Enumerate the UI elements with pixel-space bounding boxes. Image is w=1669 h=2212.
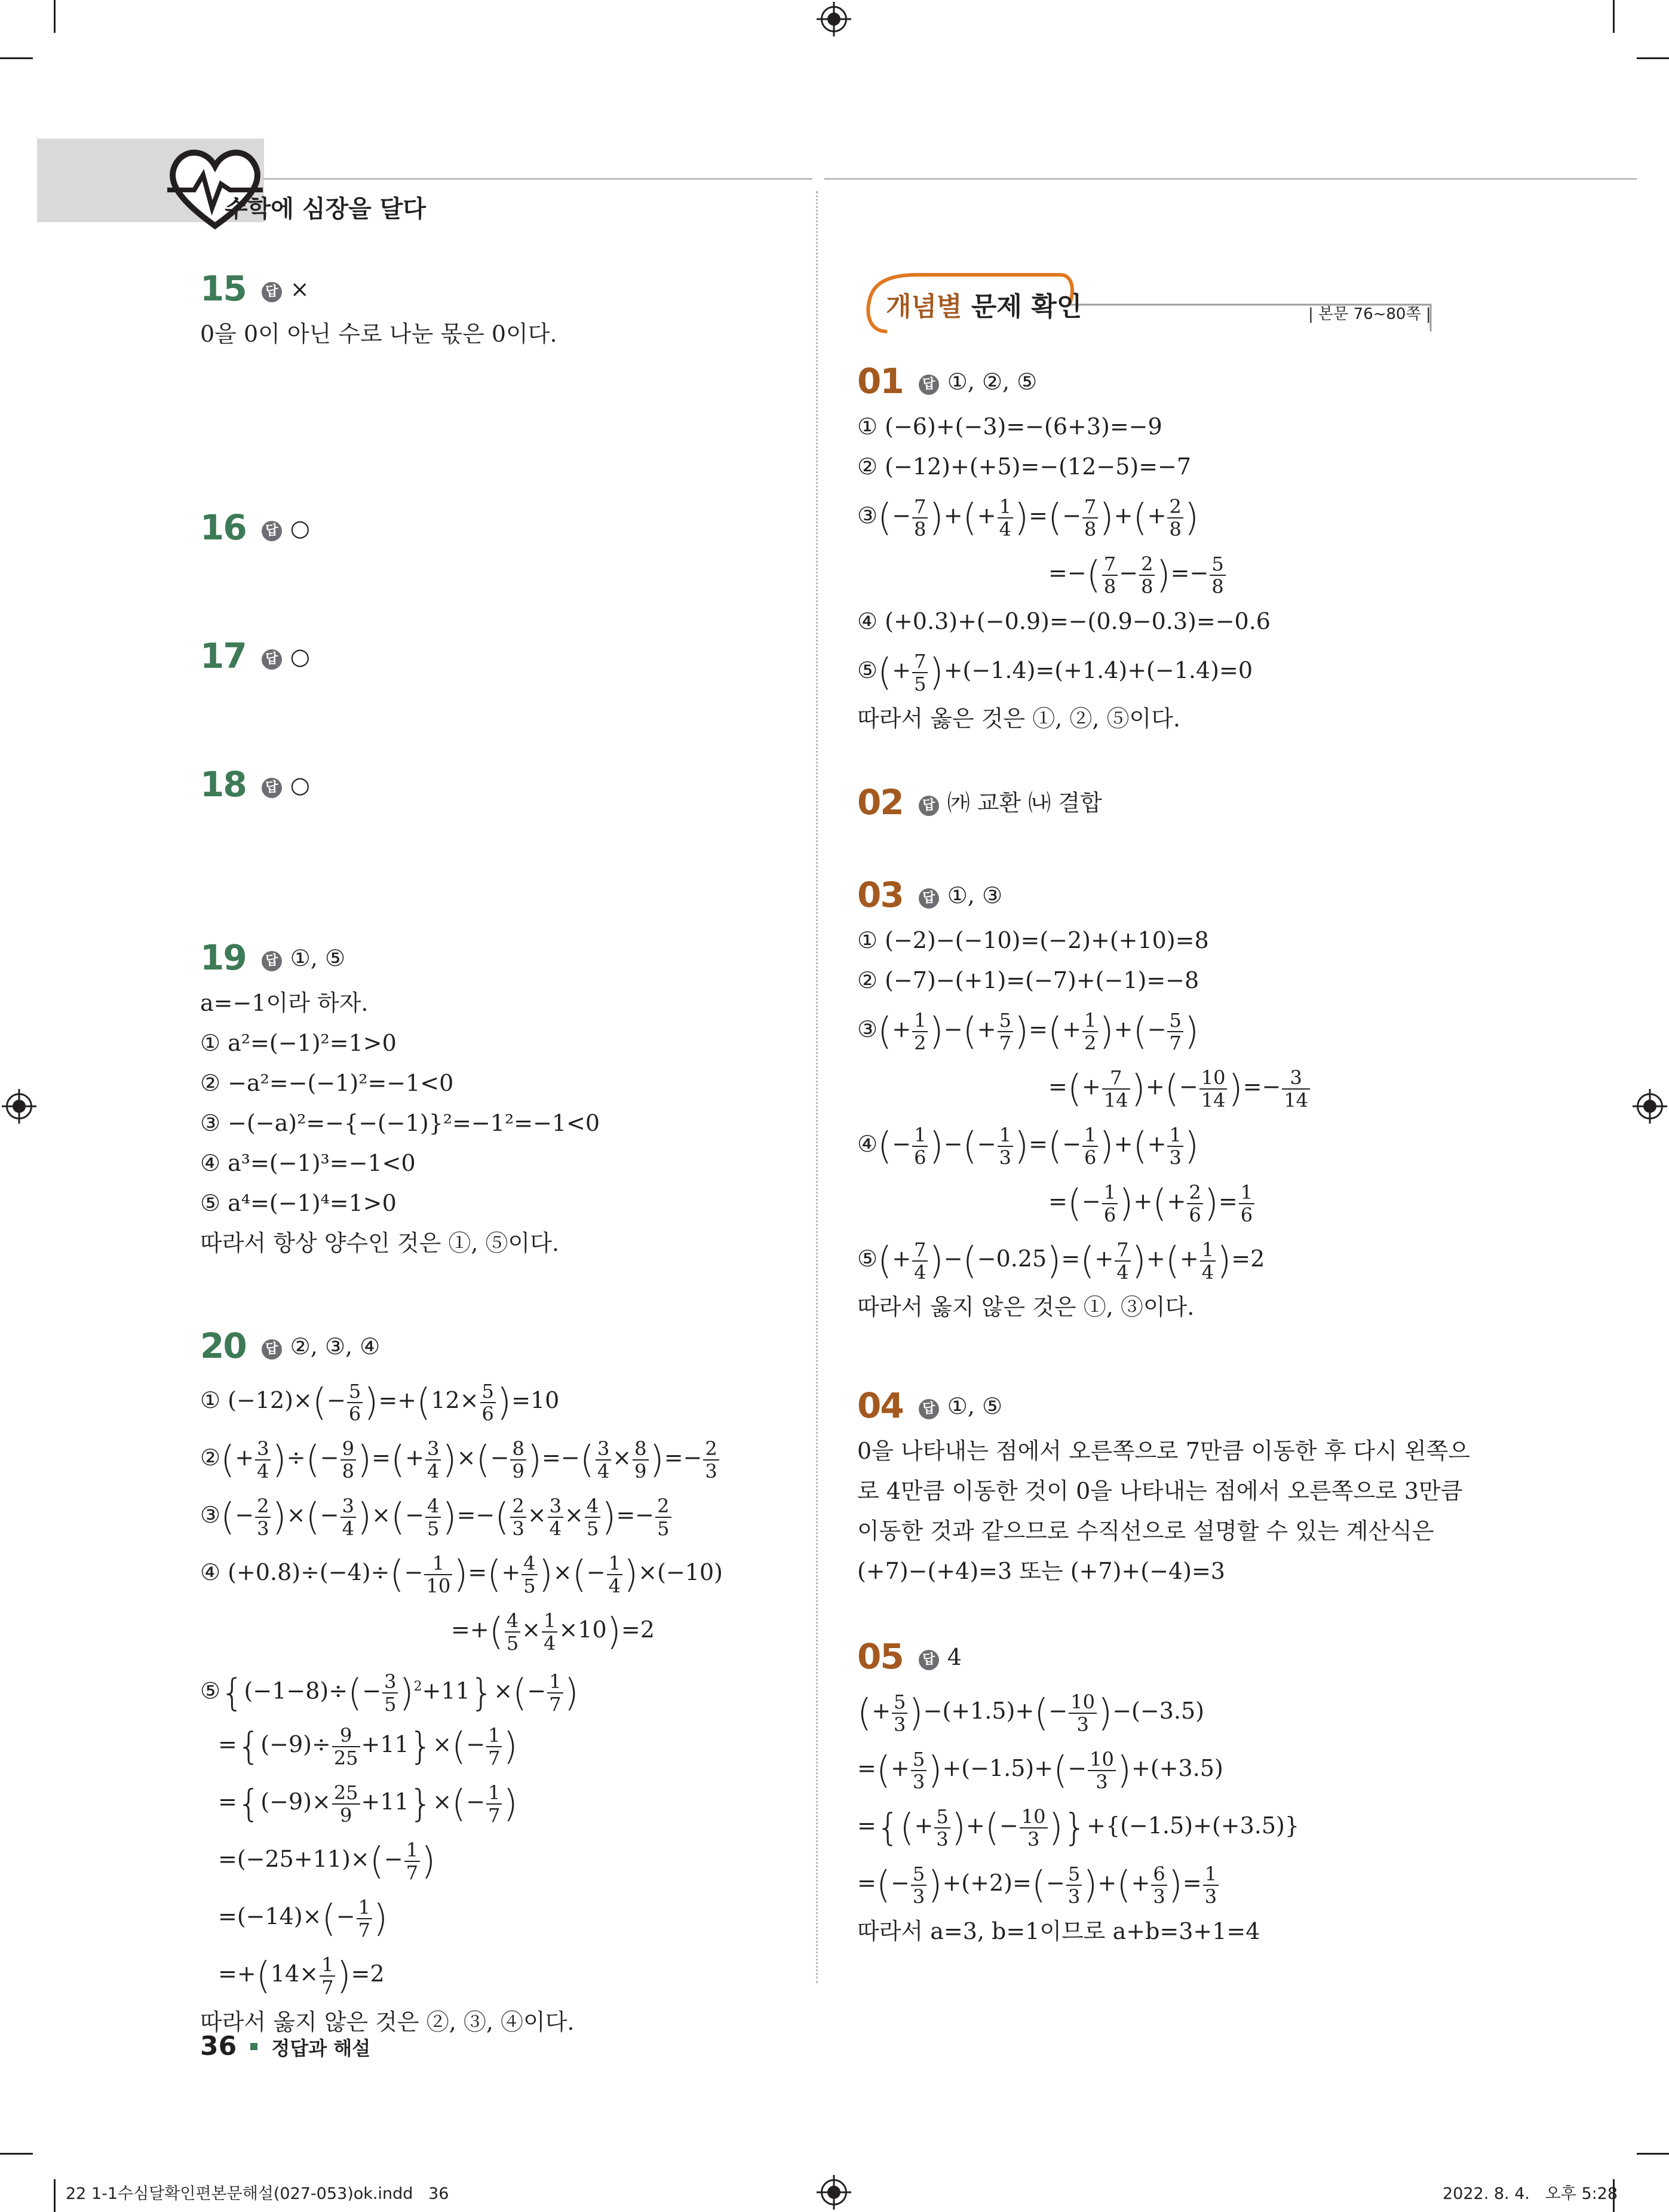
solution-line: 따라서 옳지 않은 것은 ②, ③, ④이다. (200, 2009, 575, 2035)
question-number: 03 (857, 875, 903, 915)
solution-line: ⑤(+ $\frac{7}{4}$ )−(−0.25)=(+ $\frac{7}{4}$ )+(+ $\frac{1}{4}$ )=2 (857, 1238, 1265, 1284)
solution-line: ③(+ $\frac{1}{2}$ )−(+ $\frac{5}{7}$ )=(+ $\frac{1}{2}$ )+(− $\frac{5}{7}$ ) (857, 1008, 1199, 1054)
solution-line: =+(14× $\frac{1}{7}$ )=2 (218, 1953, 385, 1999)
print-timestamp: 2022. 8. 4. 오후 5:28 (1443, 2185, 1618, 2203)
solution-line: ① a²=(−1)²=1>0 (200, 1030, 397, 1056)
solution-line: 로 4만큼 이동한 것이 0을 나타내는 점에서 오른쪽으로 3만큼 (857, 1478, 1463, 1504)
answer-tag-icon: 답 (262, 778, 282, 798)
question-15 (200, 263, 791, 502)
registration-mark-icon (821, 2179, 847, 2205)
question-17 (200, 630, 791, 759)
question-number: 01 (857, 361, 903, 401)
question-number: 15 (200, 268, 246, 309)
registration-mark-icon (6, 1093, 32, 1119)
answer-tag-icon: 답 (262, 649, 282, 670)
answer-value: ㈎ 교환 ㈏ 결합 (947, 790, 1102, 816)
answer-tag-icon: 답 (262, 1339, 282, 1360)
solution-line: =(−14)×(− $\frac{1}{7}$ ) (218, 1895, 388, 1941)
solution-line: ④ (+0.3)+(−0.9)=−(0.9−0.3)=−0.6 (857, 608, 1271, 634)
section-title-part2: 문제 (971, 292, 1022, 322)
solution-line: ① (−2)−(−10)=(−2)+(+10)=8 (857, 927, 1209, 953)
page-label: 정답과 해설 (271, 2037, 371, 2060)
question-number: 16 (200, 507, 246, 548)
solution-line: ② (−12)+(+5)=−(12−5)=−7 (857, 453, 1192, 480)
question-18 (200, 759, 791, 878)
solution-line: ③(− $\frac{7}{8}$ )+(+ $\frac{1}{4}$ )=(− $\frac{7}{8}$ )+(+ $\frac{2}{8}$ ) (857, 495, 1199, 541)
solution-line: =(+ $\frac{7}{14}$ )+(− $\frac{10}{14}$ )=− $\frac{3}{14}$ (857, 1058, 1455, 1115)
solution-line: ={(−9)× $\frac{25}{9}$ +11}×(− $\frac{1}{7}$ ) (218, 1781, 518, 1827)
solution-line: ③ −(−a)²=−{−(−1)}²=−1²=−1<0 (200, 1110, 600, 1136)
solution-line: ① (−6)+(−3)=−(6+3)=−9 (857, 413, 1162, 440)
header-rule (263, 178, 812, 180)
solution-line: ⑤{(−1−8)÷(− $\frac{3}{5}$ )$^2$+11}×(− $\frac{1}{7}$ ) (200, 1670, 579, 1716)
answer-value: ①, ⑤ (947, 1393, 1003, 1419)
registration-mark-icon (821, 6, 847, 32)
solution-line: (+ $\frac{5}{3}$ )−(+1.5)+(− $\frac{10}{3}$ )−(−3.5) (857, 1690, 1204, 1736)
question-19 (200, 878, 791, 1308)
left-column (200, 263, 791, 2042)
answer-tag-icon: 답 (919, 796, 939, 816)
page-number: 36 (200, 2031, 237, 2061)
question-number: 19 (200, 937, 246, 978)
question-16 (200, 502, 791, 630)
solution-line: 따라서 항상 양수인 것은 ①, ⑤이다. (200, 1230, 560, 1256)
question-number: 18 (200, 764, 246, 805)
answer-value: ①, ⑤ (290, 945, 346, 971)
question-number: 05 (857, 1636, 903, 1677)
answer-tag-icon: 답 (262, 282, 282, 302)
question-number: 04 (857, 1385, 903, 1426)
answer-tag-icon: 답 (919, 375, 939, 395)
page-reference: | 본문 76~80쪽 | (1308, 305, 1431, 323)
solution-line: 이동한 것과 같으므로 수직선으로 설명할 수 있는 계산식은 (857, 1518, 1434, 1544)
solution-line: ={(−9)÷ $\frac{9}{25}$ +11}×(− $\frac{1}{7}$ ) (218, 1723, 518, 1769)
question-01 (857, 355, 1455, 777)
solution-line: 따라서 옳은 것은 ①, ②, ⑤이다. (857, 705, 1181, 732)
question-04 (857, 1380, 1470, 1631)
crop-mark (54, 0, 56, 33)
answer-value: 4 (947, 1644, 962, 1670)
answer-value: × (290, 276, 309, 302)
solution-line: 따라서 옳지 않은 것은 ①, ③이다. (857, 1294, 1195, 1320)
solution-line: =+( $\frac{4}{5}$ × $\frac{1}{4}$ ×10)=2 (451, 1609, 655, 1655)
solution-line: =(− $\frac{5}{3}$ )+(+2)=(− $\frac{5}{3}$ )+(+ $\frac{6}{3}$ )= $\frac{1}{3}$ (857, 1854, 1455, 1912)
answer-tag-icon: 답 (262, 521, 282, 541)
solution-line: ① (−12)×(− $\frac{5}{6}$ )=+(12× $\frac{5}{6}$ )=10 (200, 1379, 560, 1425)
header-logo-text: 수학에 심장을 달다 (225, 195, 426, 223)
solution-line: ④(− $\frac{1}{6}$ )−(− $\frac{1}{3}$ )=(− $\frac{1}{6}$ )+(+ $\frac{1}{3}$ ) (857, 1123, 1199, 1169)
crop-mark (54, 2179, 56, 2212)
solution-line: a=−1이라 하자. (200, 990, 369, 1016)
question-number: 20 (200, 1326, 246, 1366)
solution-line: ⑤ a⁴=(−1)⁴=1>0 (200, 1190, 397, 1216)
question-02 (857, 777, 1455, 869)
page-footer (200, 2031, 370, 2061)
solution-line: =(− $\frac{1}{6}$ )+(+ $\frac{2}{6}$ )= $\frac{1}{6}$ (857, 1173, 1455, 1230)
right-column (857, 355, 1470, 1952)
solution-line: (+7)−(+4)=3 또는 (+7)+(−4)=3 (857, 1558, 1225, 1584)
header-rule (824, 178, 1637, 180)
question-20 (200, 1308, 791, 2042)
solution-line: 0을 나타내는 점에서 오른쪽으로 7만큼 이동한 후 다시 왼쪽으 (857, 1438, 1470, 1464)
section-title-box (863, 272, 1437, 338)
crop-mark (0, 2153, 33, 2155)
question-number: 02 (857, 782, 903, 823)
solution-line: ={(+ $\frac{5}{3}$ )+(− $\frac{10}{3}$ )}+{(−1.5)+(+3.5)} (857, 1805, 1300, 1851)
answer-tag-icon: 답 (919, 888, 939, 909)
question-03 (857, 869, 1455, 1380)
solution-line: ④ a³=(−1)³=−1<0 (200, 1150, 416, 1176)
column-divider (816, 191, 818, 1983)
solution-line: ④ (+0.8)÷(−4)÷(− $\frac{1}{10}$ )=(+ $\frac{4}{5}$ )×(− $\frac{1}{4}$ )×(−10) (200, 1551, 723, 1597)
answer-value: ○ (290, 772, 310, 798)
registration-mark-icon (1637, 1093, 1663, 1119)
solution-line: ② (−7)−(+1)=(−7)+(−1)=−8 (857, 967, 1199, 993)
answer-tag-icon: 답 (262, 951, 282, 971)
section-title-part1: 개념별 (886, 292, 962, 322)
section-title (886, 285, 1082, 323)
solution-line: ③(− $\frac{2}{3}$ )×(− $\frac{3}{4}$ )×(− $\frac{4}{5}$ )=−( $\frac{2}{3}$ × $\frac{3}{4}$ × $\frac{4}{5}$ )=− $\frac{2}{5}$ (200, 1486, 791, 1544)
question-05 (857, 1631, 1455, 1952)
solution-line: ②(+ $\frac{3}{4}$ )÷(− $\frac{9}{8}$ )=(+ $\frac{3}{4}$ )×(− $\frac{8}{9}$ )=−( $\frac{3}{4}$ × $\frac{8}{9}$ )=− $\frac{2}{3}$ (200, 1429, 791, 1486)
solution-line: =(+ $\frac{5}{3}$ )+(−1.5)+(− $\frac{10}{3}$ )+(+3.5) (857, 1747, 1223, 1793)
answer-value: ①, ②, ⑤ (947, 369, 1038, 395)
crop-mark (1637, 57, 1669, 59)
footer-bullet (250, 2043, 257, 2050)
answer-value: ○ (290, 643, 310, 670)
solution-line: ⑤(+ $\frac{7}{5}$ )+(−1.4)=(+1.4)+(−1.4)=0 (857, 649, 1253, 695)
answer-value: ①, ③ (947, 882, 1003, 909)
solution-line: =−( $\frac{7}{8}$ − $\frac{2}{8}$ )=− $\frac{5}{8}$ (857, 544, 1455, 602)
answer-value: ○ (290, 515, 310, 541)
answer-value: ②, ③, ④ (290, 1333, 381, 1360)
answer-tag-icon: 답 (919, 1650, 939, 1670)
crop-mark (0, 57, 33, 59)
answer-tag-icon: 답 (919, 1399, 939, 1419)
solution-line: =(−25+11)×(− $\frac{1}{7}$ ) (218, 1838, 436, 1884)
crop-mark (1613, 0, 1615, 33)
crop-mark (1637, 2153, 1669, 2155)
solution-line: ② −a²=−(−1)²=−1<0 (200, 1070, 454, 1096)
solution-line: 따라서 a=3, b=1이므로 a+b=3+1=4 (857, 1918, 1260, 1944)
section-title-part3: 확인 (1031, 292, 1082, 322)
solution-line: 0을 0이 아닌 수로 나눈 몫은 0이다. (200, 321, 557, 347)
question-number: 17 (200, 636, 246, 676)
file-name: 22 1-1수심달확인편본문해설(027-053)ok.indd 36 (66, 2185, 449, 2203)
